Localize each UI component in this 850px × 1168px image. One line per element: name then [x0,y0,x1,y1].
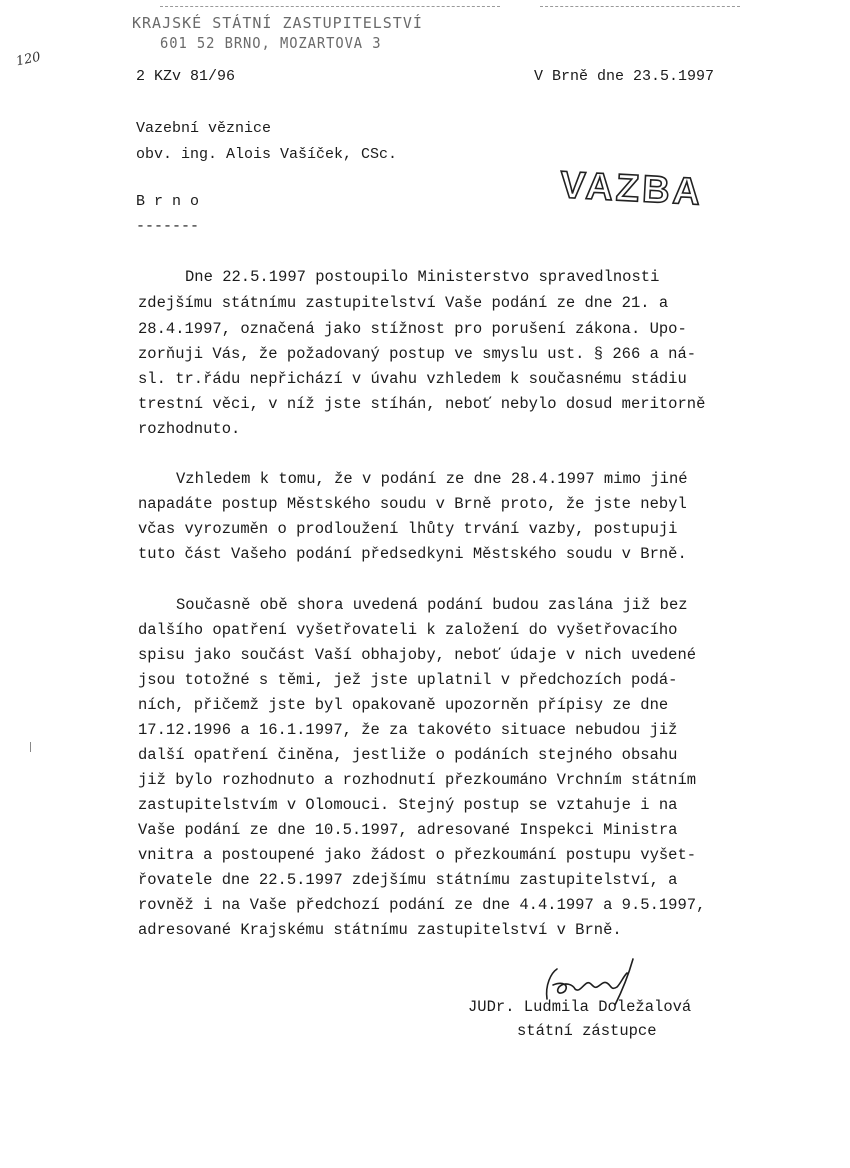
paragraph-line: ních, přičemž jste byl opakovaně upozorněn přípisy ze dne [138,696,669,714]
handwritten-note: 120 [14,49,43,70]
addressee-line1: Vazební věznice [136,120,272,137]
paragraph-line: Dne 22.5.1997 postoupilo Ministerstvo spravedlnosti [185,268,660,286]
paragraph-line: zorňuji Vás, že požadovaný postup ve smyslu ust. § 266 a ná- [138,345,697,363]
reference-number: 2 KZv 81/96 [136,68,236,85]
paragraph-line: jsou totožné s těmi, jež jste uplatnil v předchozích podá- [138,671,678,689]
paragraph-line: dalšího opatření vyšetřovateli k založení do vyšetřovacího [138,621,678,639]
addressee-line2: obv. ing. Alois Vašíček, CSc. [136,146,398,163]
paragraph-line: sl. tr.řádu nepřichází v úvahu vzhledem k současnému stádiu [138,370,687,388]
paragraph-line: rozhodnuto. [138,420,241,438]
top-scan-edge [160,6,500,8]
paragraph-line: napadáte postup Městského soudu v Brně proto, že jste nebyl [138,495,687,513]
paragraph-line: tuto část Vašeho podání předsedkyni Městského soudu v Brně. [138,545,687,563]
paragraph-line: Vzhledem k tomu, že v podání ze dne 28.4.1997 mimo jiné [176,470,688,488]
paragraph-line: trestní věci, v níž jste stíhán, neboť nebylo dosud meritorně [138,395,706,413]
paragraph-line: rovněž i na Vaše předchozí podání ze dne 4.4.1997 a 9.5.1997, [138,896,706,914]
paragraph-line: řovatele dne 22.5.1997 zdejšímu státnímu zastupitelství, a [138,871,678,889]
paragraph-line: spisu jako součást Vaší obhajoby, neboť údaje v nich uvedené [138,646,697,664]
paragraph-line: Současně obě shora uvedená podání budou zaslána již bez [176,596,688,614]
paragraph-line: další opatření činěna, jestliže o podáních stejného obsahu [138,746,678,764]
paragraph-line: Vaše podání ze dne 10.5.1997, adresované Inspekci Ministra [138,821,678,839]
paragraph-line: zastupitelstvím v Olomouci. Stejný postup se vztahuje i na [138,796,678,814]
office-stamp-line2: 601 52 BRNO, MOZARTOVA 3 [160,34,382,52]
office-stamp-line1: KRAJSKÉ STÁTNÍ ZASTUPITELSTVÍ [132,14,423,32]
paragraph-line: 28.4.1997, označená jako stížnost pro porušení zákona. Upo- [138,320,687,338]
signatory-name: JUDr. Ludmila Doležalová [468,998,692,1016]
margin-mark [30,742,31,752]
paragraph-line: zdejšímu státnímu zastupitelství Vaše podání ze dne 21. a [138,294,669,312]
addressee-underline: ------- [136,218,200,235]
top-scan-edge-right [540,6,740,8]
paragraph-line: již bylo rozhodnuto a rozhodnutí přezkoumáno Vrchním státním [138,771,697,789]
paragraph-line: včas vyrozuměn o prodloužení lhůty trvání vazby, postupuji [138,520,678,538]
signatory-title: státní zástupce [517,1022,657,1040]
paragraph-line: vnitra a postoupené jako žádost o přezkoumání postupu vyšet- [138,846,697,864]
place-date: V Brně dne 23.5.1997 [534,68,715,85]
paragraph-line: adresované Krajskému státnímu zastupitelství v Brně. [138,921,622,939]
addressee-city: B r n o [136,193,200,210]
paragraph-line: 17.12.1996 a 16.1.1997, že za takovéto situace nebudou již [138,721,678,739]
vazba-stamp: VAZBA [559,164,705,214]
